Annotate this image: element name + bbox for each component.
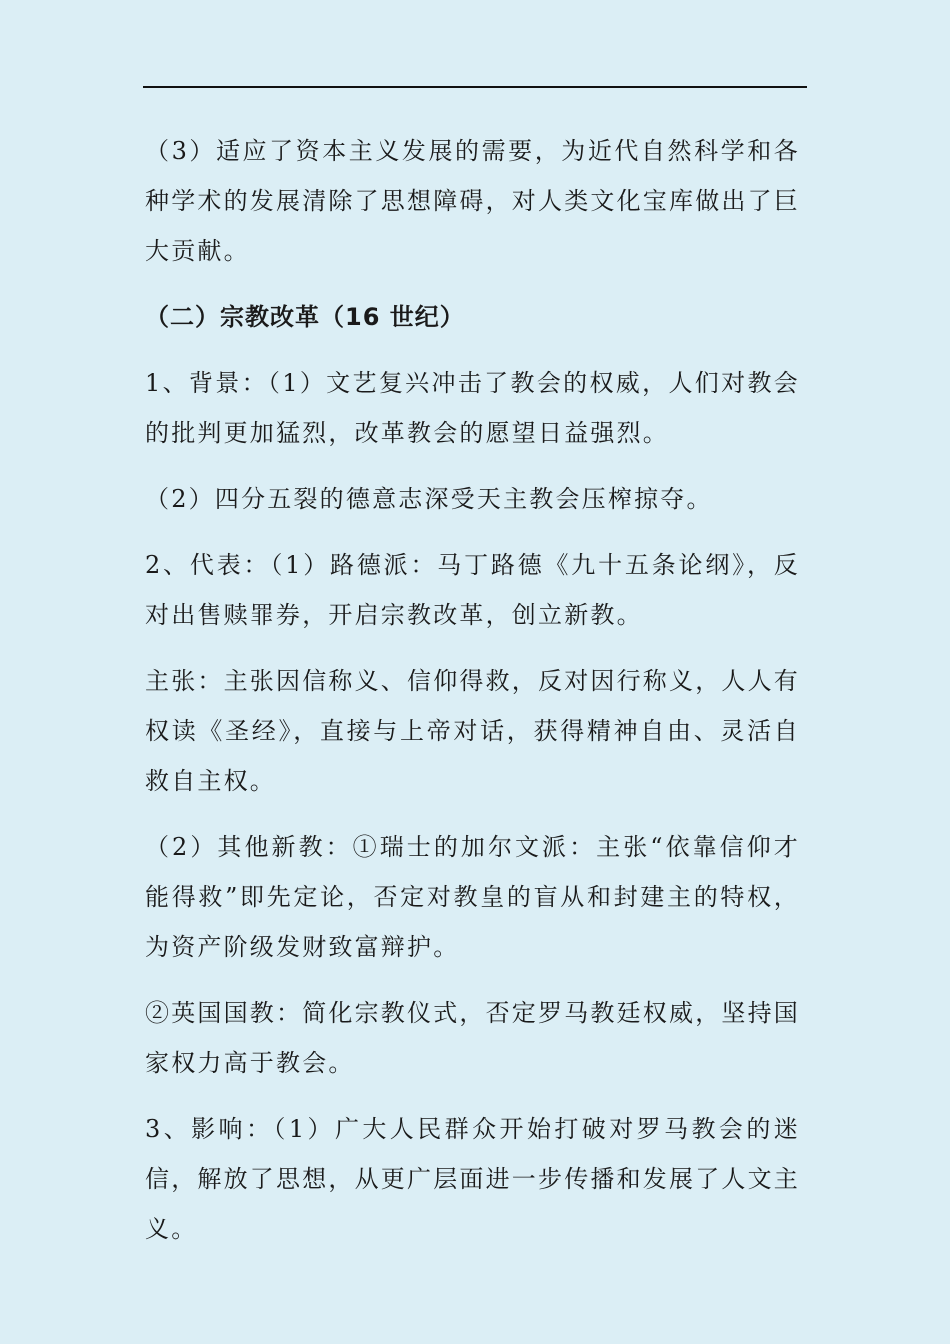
paragraph-background-1: 1、背景：（1）文艺复兴冲击了教会的权威，人们对教会的批判更加猛烈，改革教会的愿望日益强烈。	[145, 369, 800, 447]
paragraph-background-2: （2）四分五裂的德意志深受天主教会压榨掠夺。	[145, 485, 713, 513]
paragraph-proposition: 主张：主张因信称义、信仰得救，反对因行称义，人人有权读《圣经》，直接与上帝对话，获得精神自由、灵活自救自主权。	[145, 667, 800, 795]
paragraph-influence-3: （3）适应了资本主义发展的需要，为近代自然科学和各种学术的发展清除了思想障碍，对人类文化宝库做出了巨大贡献。	[145, 137, 800, 265]
section-heading-reformation: （二）宗教改革（16 世纪）	[145, 303, 465, 331]
document-body	[145, 126, 800, 1270]
header-rule	[143, 86, 807, 88]
paragraph-impact-1: 3、影响：（1）广大人民群众开始打破对罗马教会的迷信，解放了思想，从更广层面进一步传播和发展了人文主义。	[145, 1115, 800, 1243]
paragraph-representative-1: 2、代表：（1）路德派：马丁路德《九十五条论纲》，反对出售赎罪券，开启宗教改革，创立新教。	[145, 551, 800, 629]
paragraph-other-protestants: （2）其他新教：①瑞士的加尔文派：主张“依靠信仰才能得救”即先定论，否定对教皇的盲从和封建主的特权，为资产阶级发财致富辩护。	[145, 833, 800, 961]
paragraph-anglican-church: ②英国国教：简化宗教仪式，否定罗马教廷权威，坚持国家权力高于教会。	[145, 999, 800, 1077]
